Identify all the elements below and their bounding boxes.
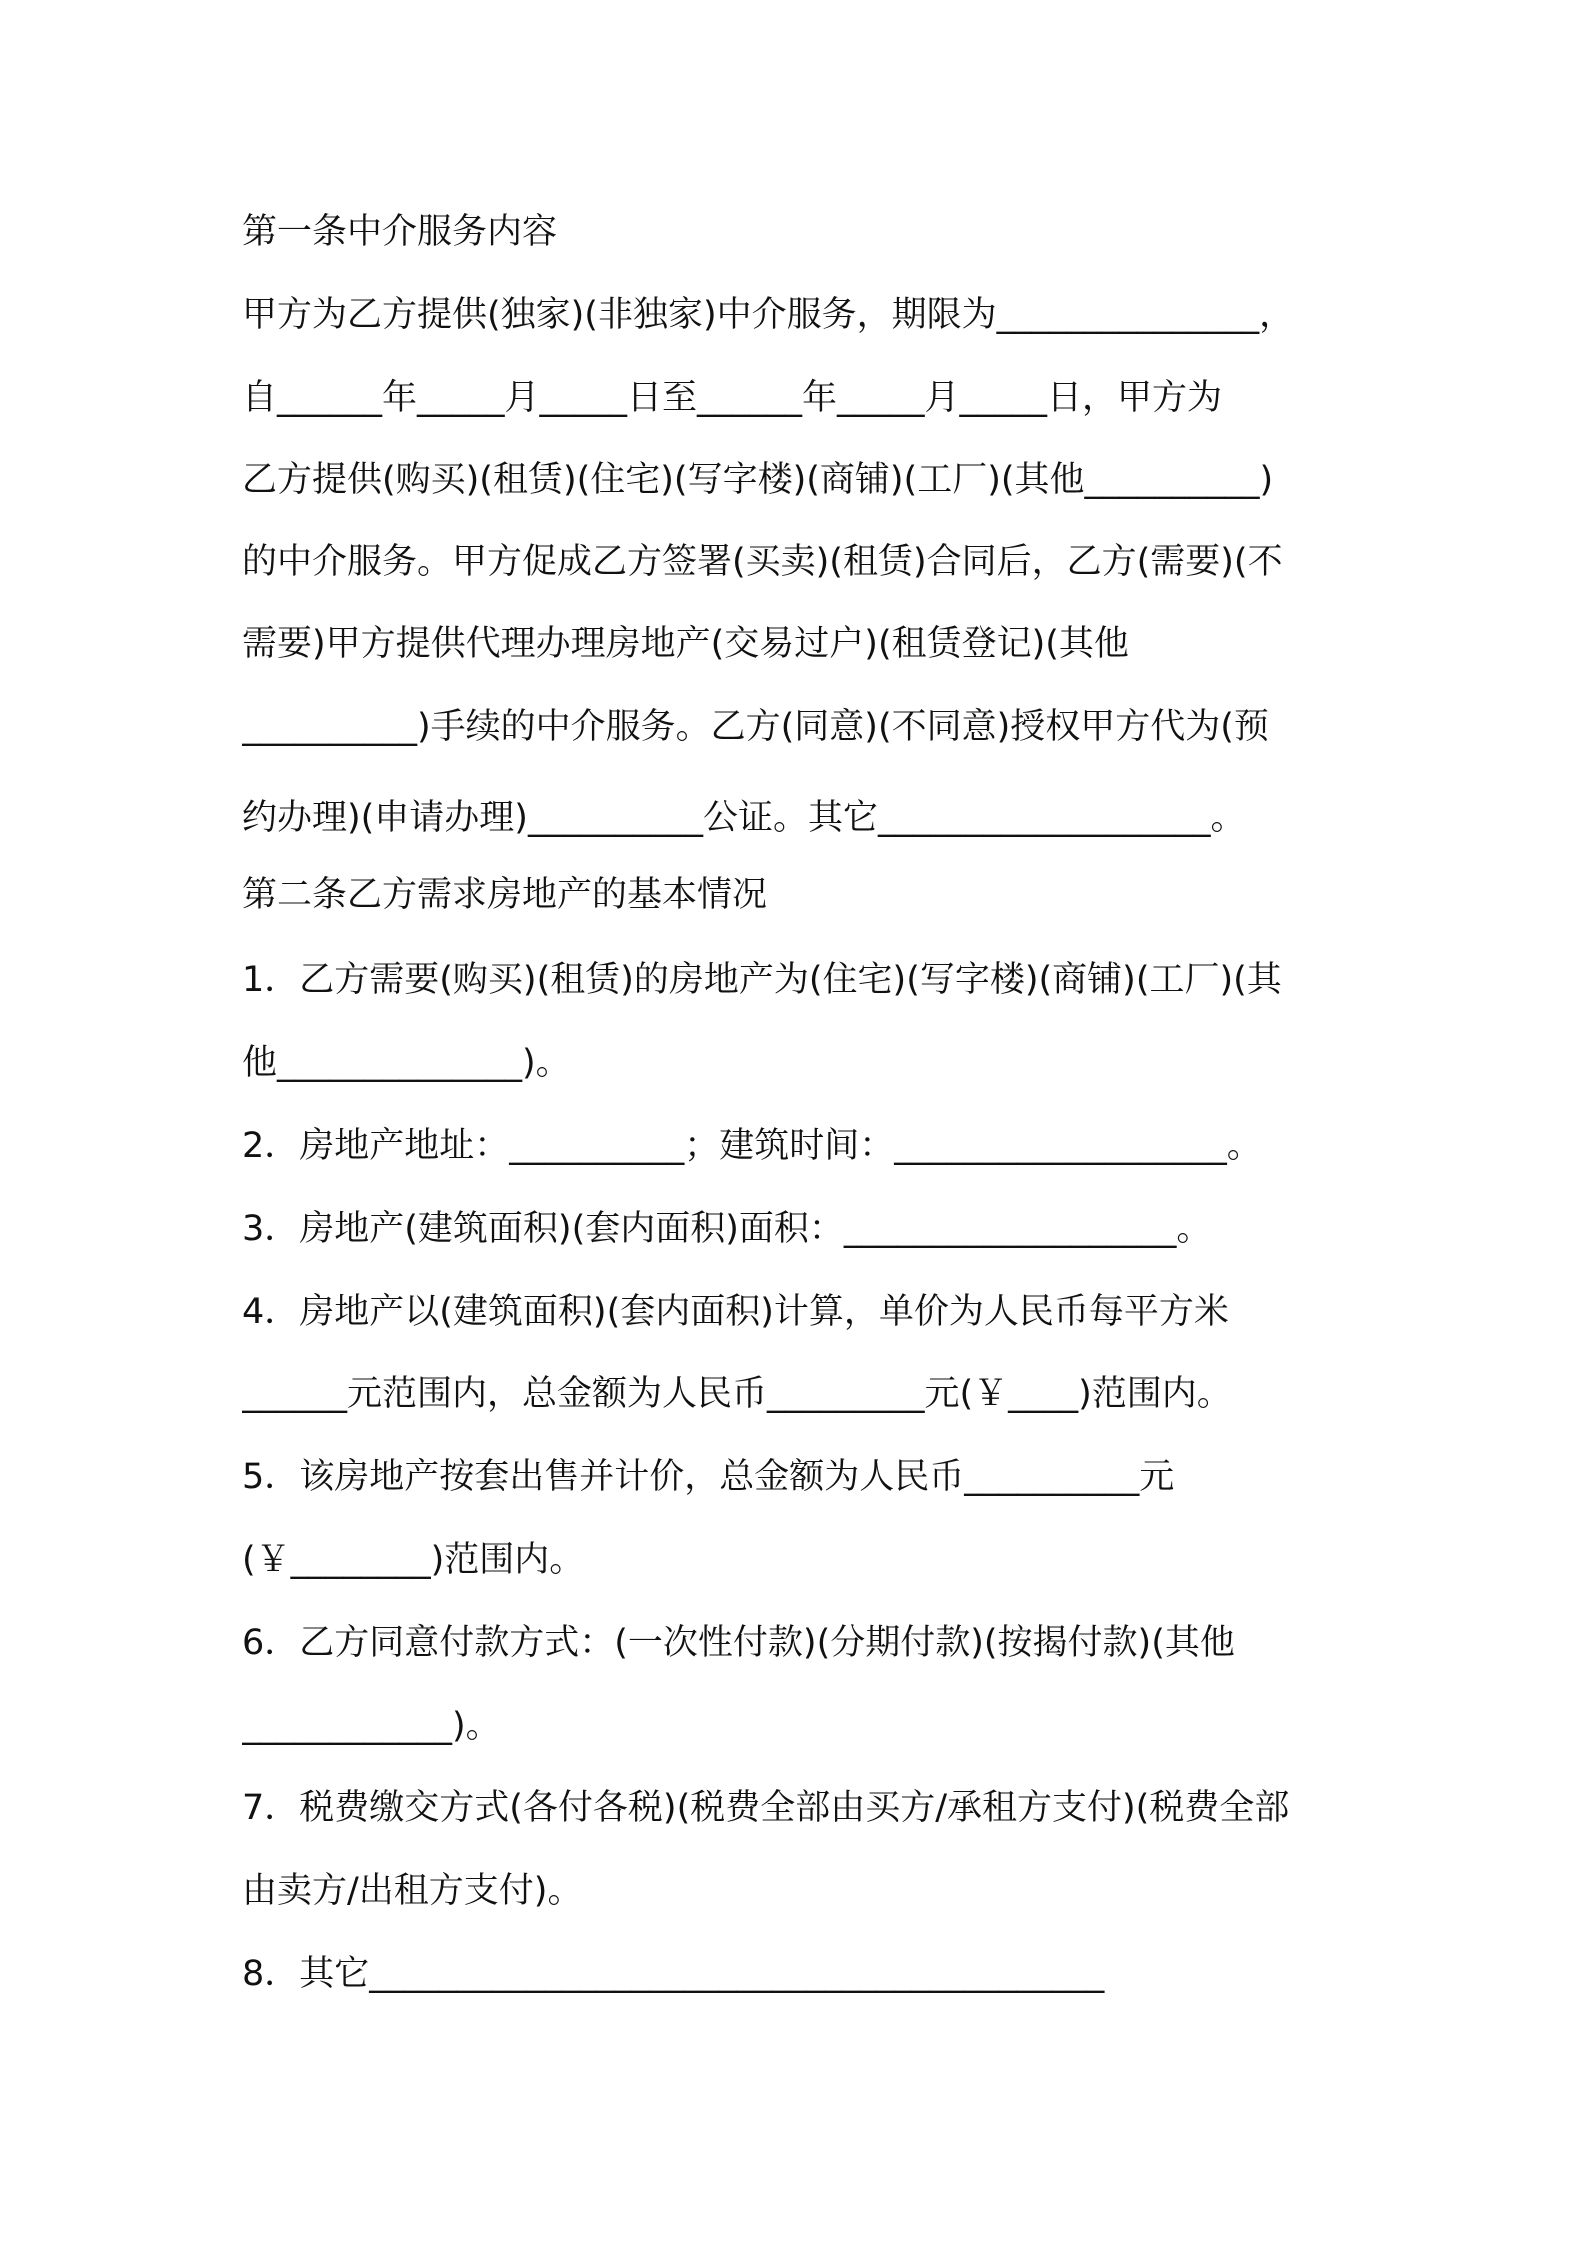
- article-2-heading: 第二条乙方需求房地产的基本情况: [242, 875, 768, 915]
- clause-4-line: 4．房地产以(建筑面积)(套内面积)计算，单价为人民币每平方米: [242, 1292, 1229, 1332]
- clause-7-line: 由卖方/出租方支付)。: [242, 1871, 583, 1911]
- clause-1-line: 1．乙方需要(购买)(租赁)的房地产为(住宅)(写字楼)(商铺)(工厂)(其: [242, 960, 1282, 1000]
- clause-5-line: 5．该房地产按套出售并计价，总金额为人民币__________元: [242, 1457, 1175, 1497]
- clause-1-line: 他______________)。: [242, 1043, 571, 1083]
- clause-7-line: 7．税费缴交方式(各付各税)(税费全部由买方/承租方支付)(税费全部: [242, 1788, 1290, 1828]
- article-1-text-line: 甲方为乙方提供(独家)(非独家)中介服务，期限为_______________，: [242, 295, 1295, 335]
- article-1-text-line: 乙方提供(购买)(租赁)(住宅)(写字楼)(商铺)(工厂)(其他__________): [242, 460, 1274, 500]
- article-1-text-line: 约办理)(申请办理)__________公证。其它___________________。: [242, 798, 1246, 838]
- clause-6-line: 6．乙方同意付款方式：(一次性付款)(分期付款)(按揭付款)(其他: [242, 1623, 1235, 1663]
- article-1-heading: 第一条中介服务内容: [242, 212, 558, 252]
- clause-2-line: 2．房地产地址：__________；建筑时间：___________________。: [242, 1126, 1262, 1166]
- article-1-text-line: 自______年_____月_____日至______年_____月_____日，甲方为: [242, 378, 1223, 418]
- article-1-text-line: __________)手续的中介服务。乙方(同意)(不同意)授权甲方代为(预: [242, 707, 1269, 747]
- article-1-text-line: 需要)甲方提供代理办理房地产(交易过户)(租赁登记)(其他: [242, 624, 1129, 664]
- clause-3-line: 3．房地产(建筑面积)(套内面积)面积：___________________。: [242, 1209, 1212, 1249]
- clause-4-line: ______元范围内，总金额为人民币_________元(￥____)范围内。: [242, 1374, 1232, 1414]
- clause-5-line: (￥________)范围内。: [242, 1540, 585, 1580]
- clause-8-line: 8．其它__________________________________________: [242, 1954, 1105, 1994]
- article-1-text-line: 的中介服务。甲方促成乙方签署(买卖)(租赁)合同后，乙方(需要)(不: [242, 542, 1283, 582]
- clause-6-line: ____________)。: [242, 1706, 501, 1746]
